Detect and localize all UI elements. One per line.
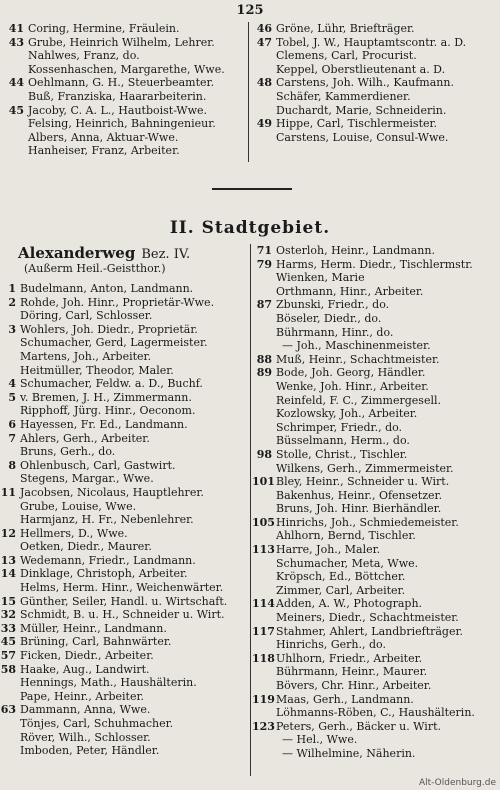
house-number: 33 — [0, 621, 16, 635]
column-divider-top — [248, 22, 249, 162]
resident-text: Pape, Heinr., Arbeiter. — [20, 689, 145, 703]
directory-entry — [0, 472, 248, 486]
house-number: 123 — [252, 719, 275, 733]
directory-entry — [0, 703, 248, 717]
directory-entry — [4, 144, 244, 158]
directory-entry — [0, 635, 248, 649]
resident-text: Ficken, Diedr., Arbeiter. — [20, 649, 154, 663]
directory-entry — [252, 679, 500, 693]
resident-text: Budelmann, Anton, Landmann. — [20, 282, 194, 295]
resident-text: Böseler, Diedr., do. — [276, 311, 382, 325]
directory-entry — [252, 380, 500, 394]
directory-entry — [252, 353, 500, 367]
directory-entry — [252, 366, 500, 380]
resident-text: Tobel, J. W., Hauptamtscontr. a. D. — [276, 35, 467, 49]
house-number: 3 — [8, 322, 16, 336]
resident-text: Kröpsch, Ed., Böttcher. — [276, 570, 406, 584]
resident-text: Wilkens, Gerh., Zimmermeister. — [276, 461, 454, 475]
section-rule — [212, 188, 292, 190]
house-number: 11 — [0, 485, 16, 499]
directory-entry — [252, 22, 498, 36]
directory-entry — [0, 527, 248, 541]
resident-text: Muß, Heinr., Schachtmeister. — [276, 352, 440, 366]
resident-text: Hinrichs, Joh., Schmiedemeister. — [276, 515, 459, 529]
resident-text: Wohlers, Joh. Diedr., Proprietär. — [20, 322, 198, 336]
directory-entry — [252, 570, 500, 584]
resident-text: v. Bremen, J. H., Zimmermann. — [20, 390, 192, 404]
left-entries-column — [0, 282, 248, 758]
directory-entry — [0, 404, 248, 418]
resident-text: Albers, Anna, Aktuar-Wwe. — [28, 130, 179, 144]
resident-text: Duchardt, Marie, Schneiderin. — [276, 103, 447, 117]
resident-text: Grube, Louise, Wwe. — [20, 499, 137, 513]
resident-text: Bührmann, Heinr., Maurer. — [276, 665, 428, 679]
directory-entry — [252, 625, 500, 639]
directory-entry — [4, 76, 244, 90]
directory-entry — [252, 462, 500, 476]
resident-text: Dinklage, Christoph, Arbeiter. — [20, 567, 188, 581]
resident-text: Jacobsen, Nicolaus, Hauptlehrer. — [20, 485, 204, 499]
house-number: 48 — [256, 76, 272, 90]
directory-entry — [4, 90, 244, 104]
house-number: 101 — [252, 475, 275, 489]
directory-entry — [0, 554, 248, 568]
resident-text: Jacoby, C. A. L., Hautboist-Wwe. — [28, 103, 208, 117]
house-number: 12 — [0, 526, 16, 540]
directory-entry — [252, 312, 500, 326]
directory-entry — [0, 377, 248, 391]
resident-text: Müller, Heinr., Landmann. — [20, 621, 167, 635]
house-number: 2 — [8, 295, 16, 309]
right-entries-column — [252, 244, 500, 761]
directory-entry — [252, 584, 500, 598]
resident-text: Bley, Heinr., Schneider u. Wirt. — [276, 475, 450, 489]
resident-text: Wienken, Marie — [276, 271, 365, 285]
resident-text: Löhmanns-Röben, C., Haushälterin. — [276, 706, 475, 720]
resident-text: Carstens, Joh. Wilh., Kaufmann. — [276, 76, 454, 90]
directory-entry — [4, 63, 244, 77]
directory-entry — [0, 364, 248, 378]
page-number: 125 — [236, 3, 264, 18]
resident-text: Tönjes, Carl, Schuhmacher. — [20, 717, 174, 730]
house-number: 119 — [252, 692, 275, 706]
directory-entry — [252, 298, 500, 312]
house-number: 63 — [0, 703, 16, 717]
directory-entry — [0, 486, 248, 500]
directory-entry — [4, 131, 244, 145]
directory-entry — [252, 611, 500, 625]
resident-text: Hellmers, D., Wwe. — [20, 526, 128, 540]
house-number: 45 — [8, 103, 24, 117]
resident-text: Hinrichs, Gerh., do. — [276, 638, 386, 652]
directory-entry — [252, 475, 500, 489]
resident-text: Felsing, Heinrich, Bahningenieur. — [28, 117, 216, 131]
directory-entry — [252, 326, 500, 340]
directory-entry — [0, 309, 248, 323]
directory-entry — [252, 36, 498, 50]
street-bezirk: Bez. IV. — [141, 247, 191, 262]
resident-text: — Joh., Maschinenmeister. — [282, 339, 431, 353]
directory-entry — [0, 445, 248, 459]
resident-text: Oehlmann, G. H., Steuerbeamter. — [28, 76, 215, 90]
resident-text: Schäfer, Kammerdiener. — [276, 89, 411, 103]
resident-text: Schumacher, Gerd, Lagermeister. — [20, 336, 208, 350]
directory-entry — [252, 117, 498, 131]
site-credit: Alt-Oldenburg.de — [418, 778, 496, 788]
directory-entry — [252, 421, 500, 435]
directory-entry — [252, 394, 500, 408]
street-heading — [18, 244, 190, 262]
house-number: 88 — [256, 352, 272, 366]
resident-text: Stahmer, Ahlert, Landbriefträger. — [276, 624, 464, 638]
resident-text: Döring, Carl, Schlosser. — [20, 309, 153, 323]
directory-entry — [0, 622, 248, 636]
resident-text: Bruns, Joh. Hinr. Bierhändler. — [276, 502, 442, 516]
resident-text: — Hel., Wwe. — [282, 733, 358, 747]
resident-text: Nahlwes, Franz, do. — [28, 49, 140, 63]
directory-entry — [0, 567, 248, 581]
directory-entry — [0, 540, 248, 554]
directory-entry — [252, 557, 500, 571]
directory-entry — [0, 323, 248, 337]
resident-text: Zimmer, Carl, Arbeiter. — [276, 583, 406, 597]
resident-text: Dammann, Anna, Wwe. — [20, 703, 151, 717]
directory-entry — [252, 339, 500, 353]
resident-text: Brüning, Carl, Bahnwärter. — [20, 635, 172, 649]
street-note: (Außerm Heil.-Geistthor.) — [24, 262, 166, 275]
directory-entry — [0, 717, 248, 731]
directory-entry — [252, 529, 500, 543]
resident-text: Hennings, Math., Haushälterin. — [20, 676, 197, 690]
directory-entry — [252, 665, 500, 679]
directory-entry — [252, 258, 500, 272]
directory-entry — [0, 663, 248, 677]
directory-entry — [252, 706, 500, 720]
directory-entry — [252, 516, 500, 530]
resident-text: Imboden, Peter, Händler. — [20, 744, 160, 758]
house-number: 105 — [252, 515, 275, 529]
house-number: 15 — [0, 594, 16, 608]
house-number: 87 — [256, 298, 272, 312]
resident-text: Günther, Seiler, Handl. u. Wirtschaft. — [20, 594, 228, 608]
house-number: 41 — [8, 22, 24, 35]
resident-text: Orthmann, Hinr., Arbeiter. — [276, 284, 424, 298]
directory-entry — [0, 391, 248, 405]
resident-text: Coring, Hermine, Fräulein. — [28, 22, 180, 35]
house-number: 44 — [8, 76, 24, 90]
directory-entry — [252, 407, 500, 421]
house-number: 58 — [0, 662, 16, 676]
house-number: 7 — [8, 431, 16, 445]
resident-text: Schrimper, Friedr., do. — [276, 420, 403, 434]
directory-entry — [0, 744, 248, 758]
house-number: 43 — [8, 35, 24, 49]
directory-entry — [4, 36, 244, 50]
resident-text: Bührmann, Hinr., do. — [276, 325, 394, 339]
resident-text: Stolle, Christ., Tischler. — [276, 447, 408, 461]
directory-entry — [252, 104, 498, 118]
directory-entry — [252, 502, 500, 516]
resident-text: Röver, Wilh., Schlosser. — [20, 730, 151, 744]
house-number: 4 — [8, 377, 16, 391]
street-name: Alexanderweg — [18, 244, 136, 262]
directory-entry — [4, 22, 244, 36]
resident-text: Clemens, Carl, Procurist. — [276, 49, 417, 63]
house-number: 8 — [8, 458, 16, 472]
resident-text: Keppel, Oberstlieutenant a. D. — [276, 62, 446, 76]
resident-text: Stegens, Margar., Wwe. — [20, 472, 154, 486]
directory-entry — [0, 581, 248, 595]
resident-text: Peters, Gerh., Bäcker u. Wirt. — [276, 719, 441, 733]
house-number: 98 — [256, 447, 272, 461]
resident-text: Kossenhaschen, Margarethe, Wwe. — [28, 62, 225, 76]
directory-entry — [252, 733, 500, 747]
directory-entry — [252, 244, 500, 258]
resident-text: Ahlers, Gerh., Arbeiter. — [20, 431, 150, 445]
resident-text: Büsselmann, Herm., do. — [276, 434, 410, 448]
resident-text: Zbunski, Friedr., do. — [276, 298, 390, 312]
directory-entry — [0, 459, 248, 473]
resident-text: Wedemann, Friedr., Landmann. — [20, 553, 196, 567]
resident-text: Haake, Aug., Landwirt. — [20, 662, 150, 676]
directory-entry — [0, 500, 248, 514]
house-number: 113 — [252, 543, 275, 557]
house-number: 47 — [256, 35, 272, 49]
directory-entry — [0, 649, 248, 663]
resident-text: Schumacher, Feldw. a. D., Buchf. — [20, 377, 203, 391]
resident-text: — Wilhelmine, Näherin. — [282, 746, 416, 760]
resident-text: Bövers, Chr. Hinr., Arbeiter. — [276, 679, 432, 692]
directory-entry — [252, 597, 500, 611]
directory-entry — [0, 608, 248, 622]
directory-entry — [252, 693, 500, 707]
resident-text: Wenke, Joh. Hinr., Arbeiter. — [276, 379, 429, 393]
house-number: 45 — [0, 635, 16, 649]
house-number: 49 — [256, 117, 272, 131]
resident-text: Carstens, Louise, Consul-Wwe. — [276, 130, 449, 144]
house-number: 117 — [252, 624, 275, 638]
house-number: 6 — [8, 417, 16, 431]
directory-entry — [0, 690, 248, 704]
resident-text: Kozlowsky, Joh., Arbeiter. — [276, 407, 418, 421]
resident-text: Ohlenbusch, Carl, Gastwirt. — [20, 458, 176, 472]
resident-text: Helms, Herm. Hinr., Weichenwärter. — [20, 581, 224, 595]
column-divider-main — [250, 244, 251, 776]
directory-entry — [252, 434, 500, 448]
resident-text: Uhlhorn, Friedr., Arbeiter. — [276, 651, 423, 665]
section-title: II. Stadtgebiet. — [169, 218, 331, 238]
directory-entry — [0, 282, 248, 296]
house-number: 71 — [256, 244, 272, 257]
resident-text: Bruns, Gerh., do. — [20, 445, 116, 459]
resident-text: Schmidt, B. u. H., Schneider u. Wirt. — [20, 608, 225, 622]
resident-text: Grube, Heinrich Wilhelm, Lehrer. — [28, 35, 215, 49]
directory-entry — [4, 117, 244, 131]
resident-text: Adden, A. W., Photograph. — [276, 597, 423, 611]
resident-text: Maas, Gerh., Landmann. — [276, 692, 414, 706]
resident-text: Martens, Joh., Arbeiter. — [20, 349, 152, 363]
directory-entry — [0, 336, 248, 350]
house-number: 114 — [252, 597, 275, 611]
resident-text: Reinfeld, F. C., Zimmergesell. — [276, 393, 441, 407]
directory-entry — [0, 731, 248, 745]
resident-text: Oetken, Diedr., Maurer. — [20, 540, 152, 554]
house-number: 13 — [0, 553, 16, 567]
resident-text: Gröne, Lühr, Briefträger. — [276, 22, 415, 35]
resident-text: Bakenhus, Heinr., Ofensetzer. — [276, 488, 443, 502]
house-number: 32 — [0, 608, 16, 622]
directory-entry — [252, 543, 500, 557]
resident-text: Ahlhorn, Bernd, Tischler. — [276, 529, 416, 543]
directory-entry — [4, 104, 244, 118]
directory-entry — [252, 285, 500, 299]
house-number: 57 — [0, 649, 16, 663]
directory-entry — [0, 513, 248, 527]
top-left-column — [4, 22, 244, 158]
directory-entry — [0, 418, 248, 432]
resident-text: Rohde, Joh. Hinr., Proprietär-Wwe. — [20, 295, 215, 309]
resident-text: Ripphoff, Jürg. Hinr., Oeconom. — [20, 404, 196, 418]
resident-text: Heitmüller, Theodor, Maler. — [20, 363, 174, 377]
resident-text: Osterloh, Heinr., Landmann. — [276, 244, 435, 257]
resident-text: Hippe, Carl, Tischlermeister. — [276, 117, 438, 131]
directory-entry — [252, 131, 498, 145]
house-number: 118 — [252, 651, 275, 665]
directory-entry — [252, 638, 500, 652]
resident-text: Bode, Joh. Georg, Händler. — [276, 366, 426, 380]
directory-entry — [0, 595, 248, 609]
directory-entry — [0, 432, 248, 446]
directory-entry — [252, 63, 498, 77]
resident-text: Schumacher, Meta, Wwe. — [276, 556, 419, 570]
resident-text: Meiners, Diedr., Schachtmeister. — [276, 611, 459, 625]
resident-text: Harre, Joh., Maler. — [276, 543, 381, 557]
house-number: 5 — [8, 390, 16, 404]
directory-entry — [252, 747, 500, 761]
top-right-column — [252, 22, 498, 144]
house-number: 14 — [0, 567, 16, 581]
directory-entry — [0, 676, 248, 690]
directory-entry — [252, 489, 500, 503]
directory-entry — [0, 296, 248, 310]
resident-text: Hayessen, Fr. Ed., Landmann. — [20, 417, 188, 431]
house-number: 46 — [256, 22, 272, 35]
directory-entry — [252, 90, 498, 104]
resident-text: Harmjanz, H. Fr., Nebenlehrer. — [20, 513, 194, 527]
directory-entry — [252, 271, 500, 285]
directory-entry — [252, 720, 500, 734]
directory-entry — [252, 49, 498, 63]
directory-entry — [252, 652, 500, 666]
directory-entry — [0, 350, 248, 364]
directory-entry — [252, 76, 498, 90]
house-number: 1 — [8, 282, 16, 295]
resident-text: Buß, Franziska, Haararbeiterin. — [28, 89, 207, 103]
house-number: 79 — [256, 257, 272, 271]
directory-entry — [4, 49, 244, 63]
resident-text: Harms, Herm. Diedr., Tischlermstr. — [276, 257, 473, 271]
directory-entry — [252, 448, 500, 462]
house-number: 89 — [256, 366, 272, 380]
resident-text: Hanheiser, Franz, Arbeiter. — [28, 144, 180, 158]
